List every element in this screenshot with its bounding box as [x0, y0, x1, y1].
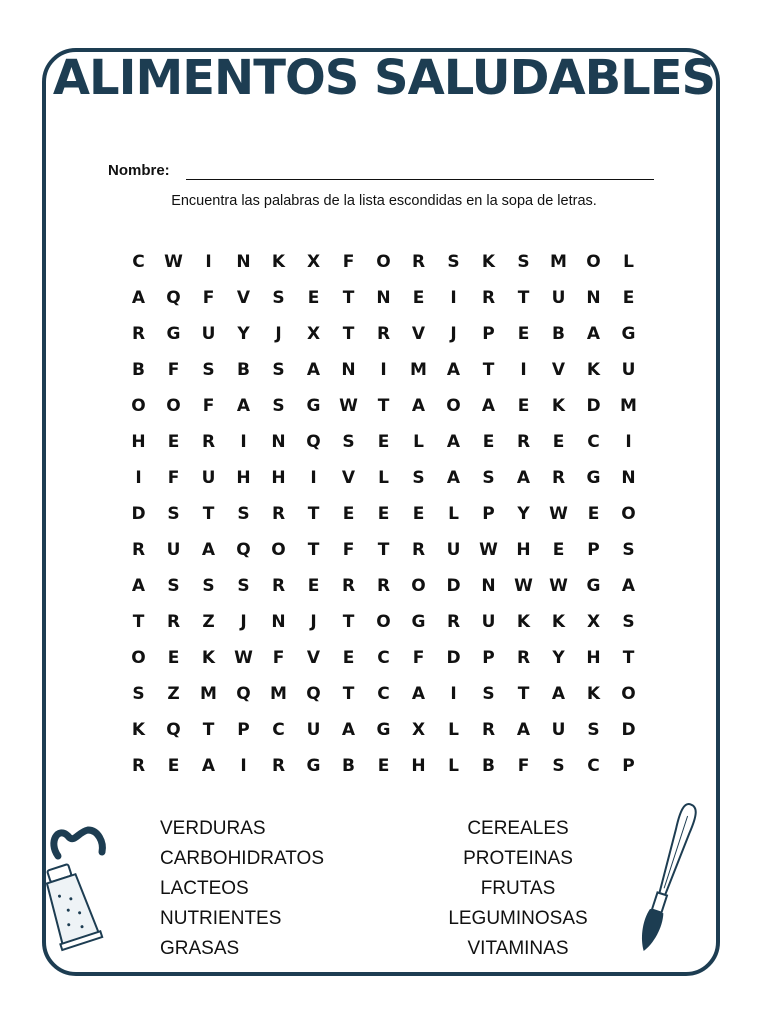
grid-letter: M	[550, 252, 567, 272]
word-item: CARBOHIDRATOS	[160, 848, 324, 869]
grid-letter: R	[131, 324, 146, 344]
grid-letter: K	[131, 720, 146, 740]
instructions: Encuentra las palabras de la lista escondidas en la sopa de letras.	[171, 193, 597, 209]
grid-letter: C	[377, 648, 390, 668]
grid-letter: A	[131, 288, 146, 308]
grid-letter: W	[164, 252, 183, 272]
grid-letter: F	[412, 648, 425, 668]
grid-letter: R	[131, 756, 146, 776]
name-line	[186, 179, 654, 180]
grid-letter: G	[621, 324, 636, 344]
grid-letter: Z	[202, 612, 215, 632]
grid-letter: B	[552, 324, 565, 344]
word-item: VERDURAS	[160, 818, 266, 839]
grid-letter: F	[342, 540, 355, 560]
grid-letter: L	[448, 756, 459, 776]
grid-letter: C	[272, 720, 285, 740]
grid-letter: W	[234, 648, 253, 668]
grid-letter: B	[342, 756, 355, 776]
grid-letter: W	[549, 576, 568, 596]
grid-letter: R	[516, 432, 531, 452]
grid-letter: D	[446, 576, 461, 596]
word-list-right	[418, 814, 618, 964]
grid-letter: S	[132, 684, 145, 704]
grid-letter: W	[514, 576, 533, 596]
grid-letter: E	[622, 288, 635, 308]
grid-letter: F	[342, 252, 355, 272]
grid-letter: S	[272, 360, 285, 380]
paint-tube-icon	[44, 822, 114, 952]
grid-letter: A	[446, 468, 461, 488]
grid-letter: D	[586, 396, 601, 416]
grid-letter: M	[270, 684, 287, 704]
grid-letter: H	[411, 756, 426, 776]
grid-letter: Q	[306, 684, 321, 704]
grid-letter: E	[377, 756, 390, 776]
grid-letter: I	[380, 360, 387, 380]
grid-letter: A	[201, 756, 216, 776]
grid-letter: P	[482, 504, 495, 524]
grid-letter: I	[450, 684, 457, 704]
grid-letter: J	[450, 324, 457, 344]
grid-letter: S	[167, 504, 180, 524]
grid-letter: S	[447, 252, 460, 272]
grid-letter: U	[621, 360, 636, 380]
grid-letter: R	[411, 540, 426, 560]
grid-letter: E	[342, 504, 355, 524]
grid-letter: Q	[236, 684, 251, 704]
grid-letter: E	[552, 540, 565, 560]
grid-letter: E	[552, 432, 565, 452]
grid-letter: I	[240, 756, 247, 776]
grid-letter: T	[517, 288, 530, 308]
grid-letter: N	[586, 288, 601, 308]
grid-letter: Y	[552, 648, 565, 668]
word-item: CEREALES	[467, 818, 569, 839]
grid-letter: E	[307, 576, 320, 596]
grid-letter: H	[586, 648, 601, 668]
grid-letter: N	[236, 252, 251, 272]
grid-letter: K	[586, 360, 601, 380]
grid-letter: Q	[166, 288, 181, 308]
grid-letter: O	[621, 684, 636, 704]
grid-letter: T	[307, 540, 320, 560]
grid-letter: A	[516, 720, 531, 740]
grid-letter: N	[621, 468, 636, 488]
grid-letter: W	[339, 396, 358, 416]
grid-letter: T	[307, 504, 320, 524]
paintbrush-icon	[636, 800, 706, 960]
grid-letter: U	[551, 720, 566, 740]
grid-letter: A	[516, 468, 531, 488]
grid-letter: S	[412, 468, 425, 488]
name-label: Nombre:	[108, 162, 170, 179]
grid-letter: R	[271, 576, 286, 596]
grid-letter: D	[446, 648, 461, 668]
grid-letter: O	[586, 252, 601, 272]
grid-letter: T	[202, 720, 215, 740]
grid-letter: O	[271, 540, 286, 560]
grid-letter: T	[342, 612, 355, 632]
grid-letter: O	[131, 648, 146, 668]
grid-letter: S	[167, 576, 180, 596]
grid-letter: E	[167, 432, 180, 452]
grid-letter: M	[410, 360, 427, 380]
grid-letter: O	[411, 576, 426, 596]
grid-letter: E	[167, 648, 180, 668]
grid-letter: R	[551, 468, 566, 488]
grid-letter: A	[446, 360, 461, 380]
grid-letter: V	[551, 360, 566, 380]
word-item: FRUTAS	[480, 878, 556, 899]
grid-letter: C	[132, 252, 145, 272]
grid-letter: H	[516, 540, 531, 560]
grid-letter: I	[310, 468, 317, 488]
grid-letter: W	[479, 540, 498, 560]
grid-letter: J	[240, 612, 247, 632]
grid-letter: N	[481, 576, 496, 596]
grid-letter: L	[448, 720, 459, 740]
word-item: PROTEINAS	[463, 848, 573, 869]
grid-letter: P	[482, 324, 495, 344]
grid-letter: A	[341, 720, 356, 740]
grid-letter: B	[237, 360, 250, 380]
grid-letter: S	[202, 576, 215, 596]
grid-letter: A	[411, 396, 426, 416]
grid-letter: E	[412, 504, 425, 524]
word-item: VITAMINAS	[467, 938, 569, 959]
grid-letter: S	[202, 360, 215, 380]
page-title: ALIMENTOS SALUDABLES	[52, 50, 716, 106]
grid-letter: R	[131, 540, 146, 560]
grid-letter: E	[482, 432, 495, 452]
grid-letter: I	[625, 432, 632, 452]
grid-letter: Y	[517, 504, 530, 524]
grid-letter: B	[132, 360, 145, 380]
grid-letter: G	[411, 612, 426, 632]
grid-letter: S	[482, 684, 495, 704]
grid-letter: S	[272, 288, 285, 308]
grid-letter: S	[622, 540, 635, 560]
grid-letter: X	[586, 612, 601, 632]
grid-letter: T	[482, 360, 495, 380]
grid-letter: R	[446, 612, 461, 632]
grid-letter: A	[586, 324, 601, 344]
grid-letter: Y	[237, 324, 250, 344]
grid-letter: J	[310, 612, 317, 632]
grid-letter: U	[481, 612, 496, 632]
grid-letter: R	[481, 720, 496, 740]
grid-letter: T	[377, 540, 390, 560]
grid-letter: R	[376, 324, 391, 344]
grid-letter: G	[166, 324, 181, 344]
grid-letter: C	[587, 432, 600, 452]
grid-letter: H	[271, 468, 286, 488]
grid-letter: A	[306, 360, 321, 380]
word-item: NUTRIENTES	[160, 908, 282, 929]
grid-letter: S	[342, 432, 355, 452]
grid-letter: N	[271, 612, 286, 632]
grid-letter: E	[377, 432, 390, 452]
grid-letter: T	[202, 504, 215, 524]
grid-letter: N	[376, 288, 391, 308]
grid-letter: S	[237, 576, 250, 596]
grid-letter: Q	[306, 432, 321, 452]
grid-letter: H	[236, 468, 251, 488]
grid-letter: K	[271, 252, 286, 272]
grid-letter: O	[131, 396, 146, 416]
grid-letter: A	[621, 576, 636, 596]
grid-letter: J	[275, 324, 282, 344]
grid-letter: G	[306, 756, 321, 776]
grid-letter: S	[622, 612, 635, 632]
grid-letter: F	[167, 468, 180, 488]
grid-letter: F	[202, 288, 215, 308]
grid-letter: I	[450, 288, 457, 308]
grid-letter: S	[552, 756, 565, 776]
grid-letter: S	[237, 504, 250, 524]
grid-letter: E	[377, 504, 390, 524]
grid-letter: X	[411, 720, 426, 740]
grid-letter: K	[551, 396, 566, 416]
grid-letter: R	[411, 252, 426, 272]
grid-letter: S	[272, 396, 285, 416]
grid-letter: T	[342, 684, 355, 704]
grid-letter: F	[202, 396, 215, 416]
grid-letter: K	[516, 612, 531, 632]
grid-letter: G	[306, 396, 321, 416]
grid-letter: P	[482, 648, 495, 668]
grid-letter: E	[307, 288, 320, 308]
grid-letter: Q	[236, 540, 251, 560]
word-item: LACTEOS	[160, 878, 249, 899]
grid-letter: Q	[166, 720, 181, 740]
grid-letter: B	[482, 756, 495, 776]
grid-letter: L	[378, 468, 389, 488]
grid-letter: R	[481, 288, 496, 308]
grid-letter: E	[587, 504, 600, 524]
grid-letter: T	[377, 396, 390, 416]
grid-letter: A	[481, 396, 496, 416]
word-search-grid	[121, 244, 646, 784]
grid-letter: K	[201, 648, 216, 668]
grid-letter: R	[166, 612, 181, 632]
name-field	[108, 162, 658, 184]
grid-letter: S	[517, 252, 530, 272]
grid-letter: T	[132, 612, 145, 632]
grid-letter: O	[166, 396, 181, 416]
grid-letter: E	[342, 648, 355, 668]
grid-letter: I	[520, 360, 527, 380]
grid-letter: T	[342, 324, 355, 344]
grid-letter: A	[551, 684, 566, 704]
grid-letter: T	[517, 684, 530, 704]
grid-letter: R	[201, 432, 216, 452]
grid-letter: F	[272, 648, 285, 668]
grid-letter: N	[341, 360, 356, 380]
grid-letter: O	[376, 252, 391, 272]
grid-letter: S	[587, 720, 600, 740]
grid-letter: L	[623, 252, 634, 272]
grid-letter: T	[342, 288, 355, 308]
grid-letter: L	[413, 432, 424, 452]
grid-letter: N	[271, 432, 286, 452]
grid-letter: V	[341, 468, 356, 488]
word-list-left	[160, 814, 324, 964]
grid-letter: K	[481, 252, 496, 272]
grid-letter: G	[586, 576, 601, 596]
grid-letter: M	[620, 396, 637, 416]
grid-letter: S	[482, 468, 495, 488]
grid-letter: I	[135, 468, 142, 488]
grid-letter: A	[201, 540, 216, 560]
grid-letter: C	[377, 684, 390, 704]
word-item: GRASAS	[160, 938, 240, 959]
grid-letter: D	[131, 504, 146, 524]
grid-letter: F	[167, 360, 180, 380]
grid-letter: K	[586, 684, 601, 704]
grid-letter: U	[201, 324, 216, 344]
grid-letter: R	[376, 576, 391, 596]
grid-letter: K	[551, 612, 566, 632]
grid-letter: X	[306, 324, 321, 344]
grid-letter: E	[517, 396, 530, 416]
grid-letter: O	[376, 612, 391, 632]
grid-letter: R	[516, 648, 531, 668]
word-item: LEGUMINOSAS	[448, 908, 588, 929]
grid-letter: H	[131, 432, 146, 452]
grid-letter: A	[411, 684, 426, 704]
grid-letter: I	[205, 252, 212, 272]
grid-letter: R	[271, 504, 286, 524]
grid-letter: U	[306, 720, 321, 740]
grid-letter: U	[446, 540, 461, 560]
grid-letter: U	[166, 540, 181, 560]
grid-letter: D	[621, 720, 636, 740]
grid-letter: V	[411, 324, 426, 344]
grid-letter: A	[236, 396, 251, 416]
grid-letter: I	[240, 432, 247, 452]
grid-letter: G	[586, 468, 601, 488]
grid-letter: Z	[167, 684, 180, 704]
grid-letter: O	[621, 504, 636, 524]
grid-letter: E	[412, 288, 425, 308]
grid-letter: X	[306, 252, 321, 272]
grid-letter: A	[446, 432, 461, 452]
grid-letter: V	[306, 648, 321, 668]
grid-letter: G	[376, 720, 391, 740]
grid-letter: P	[237, 720, 250, 740]
grid-letter: T	[622, 648, 635, 668]
grid-letter: P	[587, 540, 600, 560]
grid-letter: O	[446, 396, 461, 416]
grid-letter: M	[200, 684, 217, 704]
grid-letter: L	[448, 504, 459, 524]
grid-letter: R	[271, 756, 286, 776]
grid-letter: R	[341, 576, 356, 596]
grid-letter: C	[587, 756, 600, 776]
grid-letter: V	[236, 288, 251, 308]
grid-letter: E	[167, 756, 180, 776]
grid-letter: A	[131, 576, 146, 596]
grid-letter: P	[622, 756, 635, 776]
grid-letter: U	[551, 288, 566, 308]
grid-letter: W	[549, 504, 568, 524]
grid-letter: U	[201, 468, 216, 488]
grid-letter: F	[517, 756, 530, 776]
grid-letter: E	[517, 324, 530, 344]
